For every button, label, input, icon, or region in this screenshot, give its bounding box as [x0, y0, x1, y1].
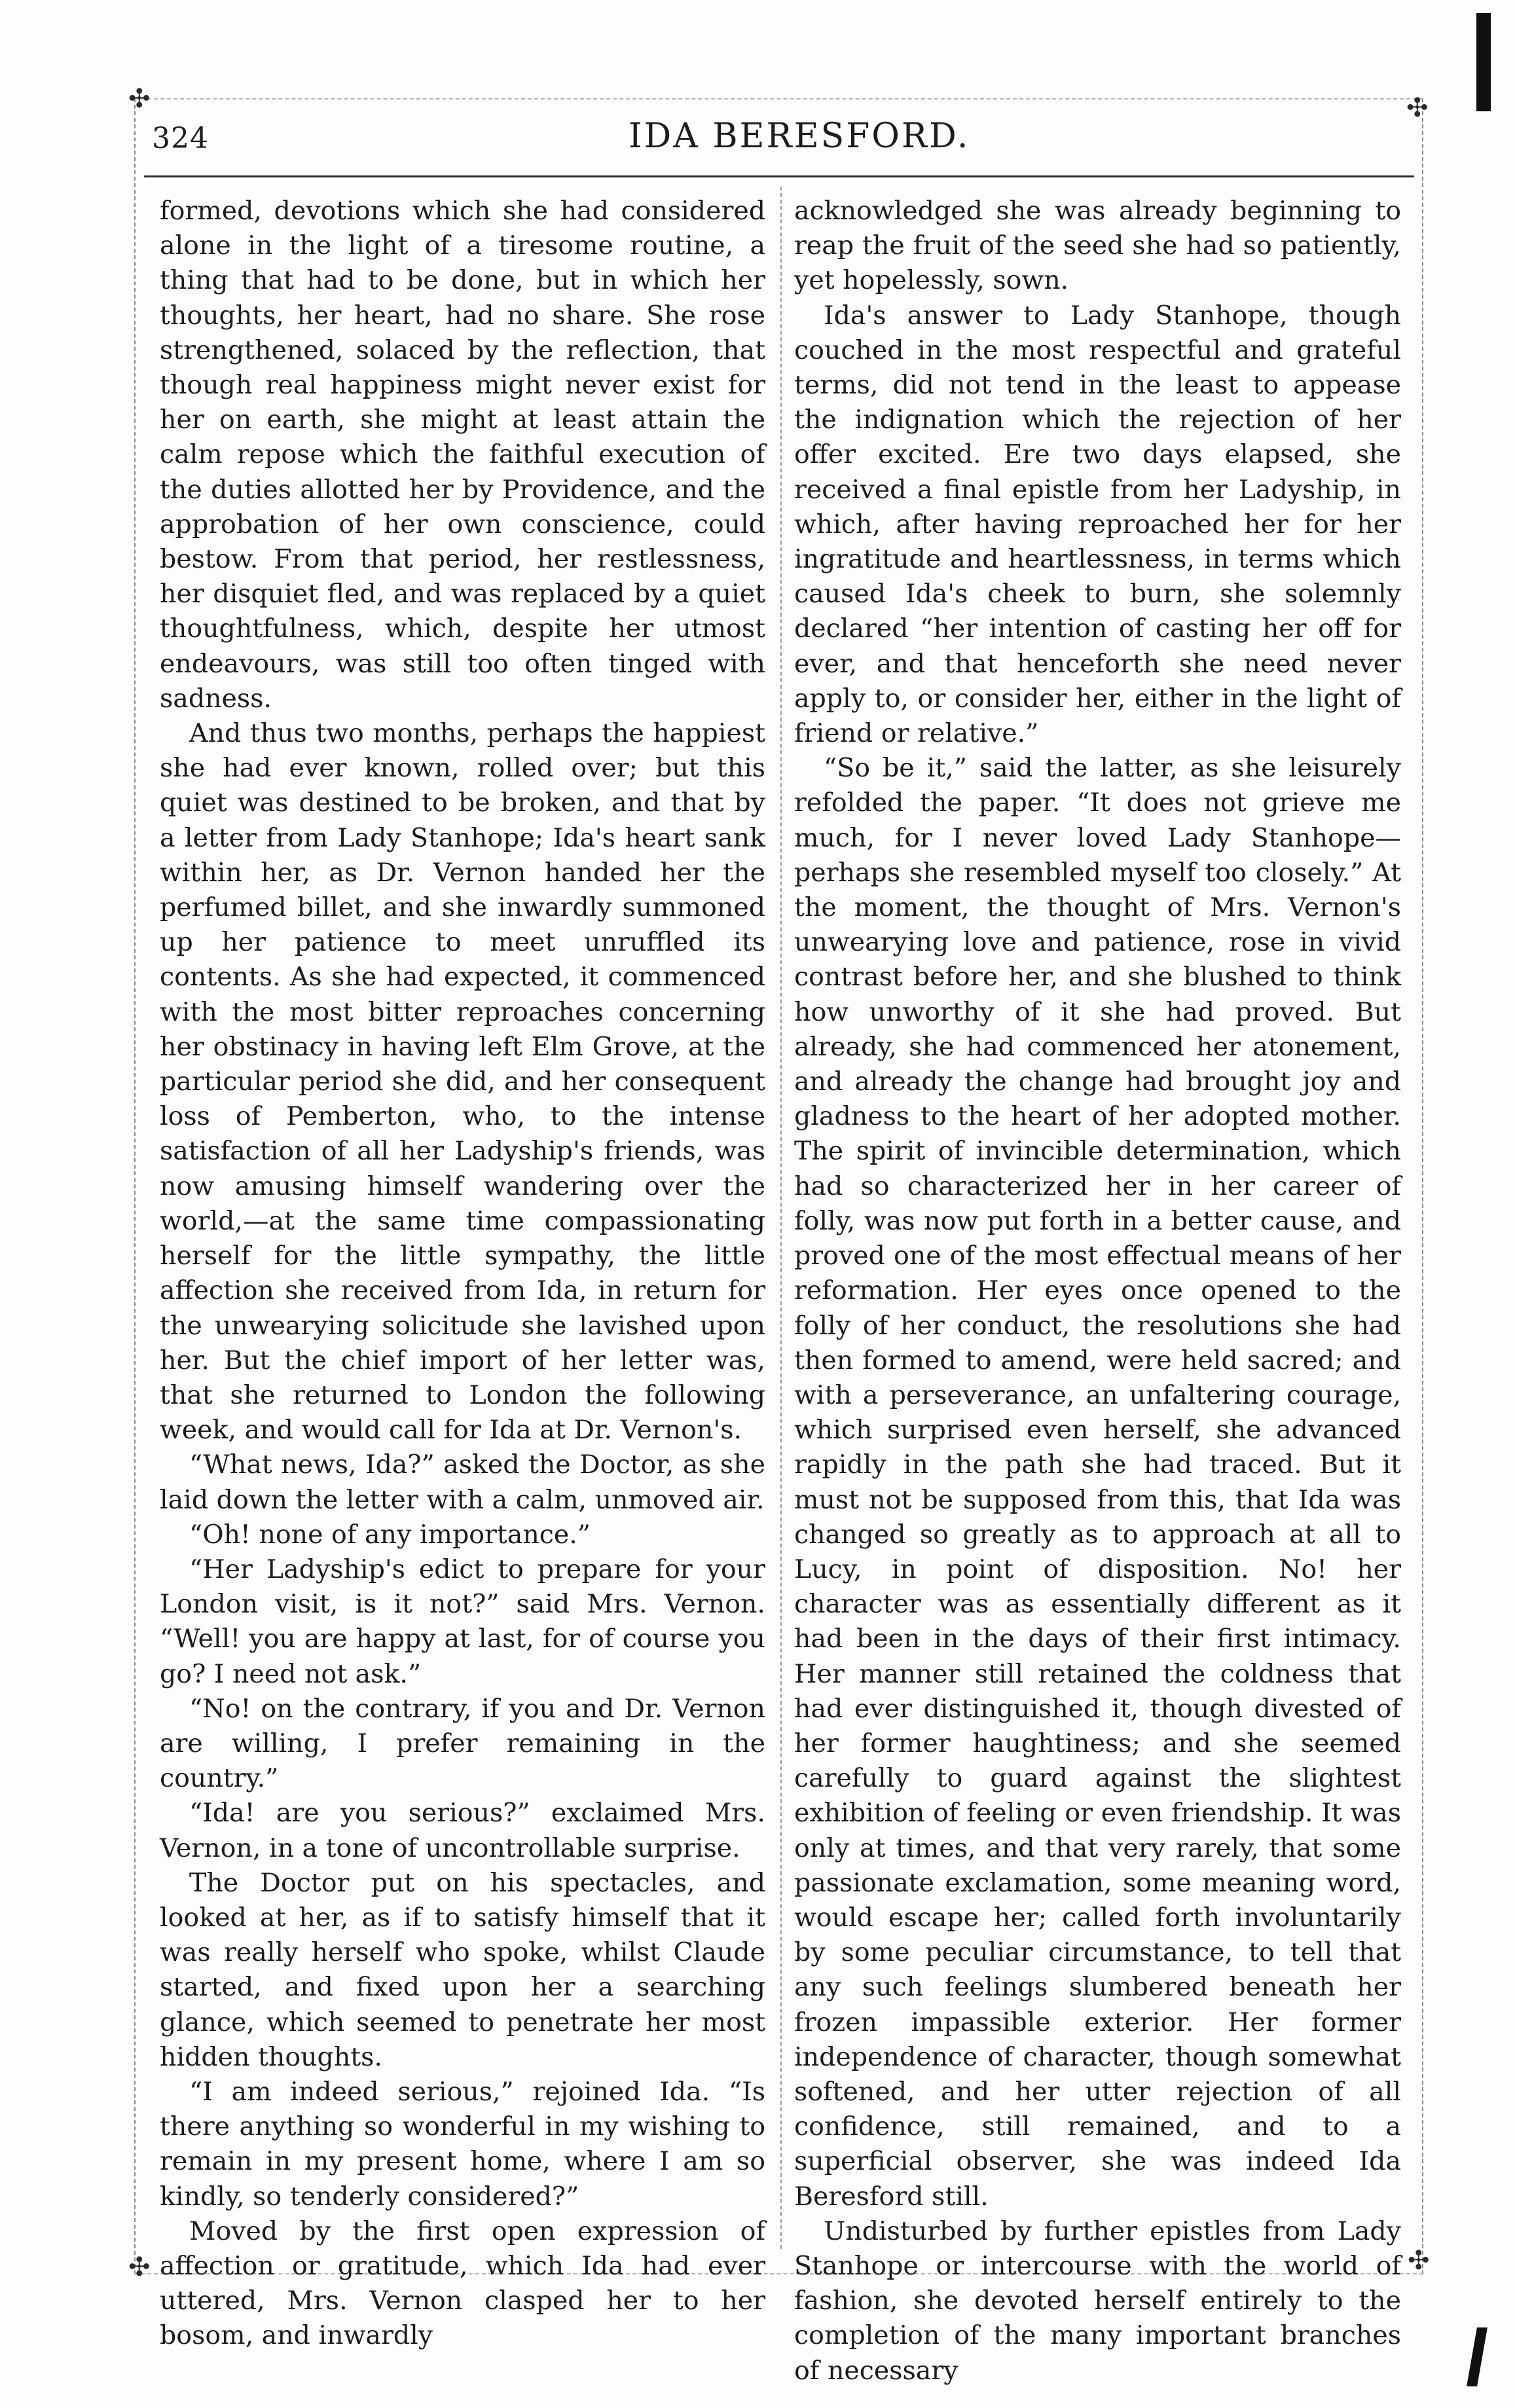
- scan-edge-mark-bottom: [1467, 2327, 1488, 2386]
- paragraph: Undisturbed by further epistles from Lady Stanhope or intercourse with the world of fashion, she devoted herself entirely to the completion of the many important branches of necessary: [794, 2216, 1401, 2386]
- paragraph: “No! on the contrary, if you and Dr. Vernon are willing, I prefer remaining in the country.”: [160, 1693, 765, 1794]
- scan-edge-mark: [1476, 13, 1491, 111]
- corner-ornament-top-right: ✣: [1406, 93, 1429, 123]
- paragraph: “So be it,” said the latter, as she leisurely refolded the paper. “It does not grieve me much, for I never loved Lady Stanhope—perhaps she resembled myself too closely.” At the moment, the thought of Mrs. Vernon's unwearying love and patience, rose in vivid contrast before her, and she blushed to think how unworthy of it she had proved. But already, she had commenced her atonement, and already the change had brought joy and gladness to the heart of her adopted mother. The spirit of invincible determination, which had so characterized her in her career of folly, was now put forth in a better cause, and proved one of the most effectual means of her reformation. Her eyes once opened to the folly of her conduct, the resolutions she had then formed to amend, were held sacred; and with a perseverance, an unfaltering courage, which surprised even herself, she advanced rapidly in the path she had traced. But it must not be supposed from this, that Ida was changed so greatly as to approach at all to Lucy, in point of disposition. No! her character was as essentially different as it had been in the days of their first intimacy. Her manner still retained the coldness that had ever distinguished it, though divested of her former haughtiness; and she seemed carefully to guard against the slightest exhibition of feeling or even friendship. It was only at times, and that very rarely, that some passionate exclamation, some meaning word, would escape her; called forth involuntarily by some peculiar circumstance, to tell that any such feelings slumbered beneath her frozen impassible exterior. Her former independence of character, though somewhat softened, and her utter rejection of all confidence, still remained, and to a superficial observer, she was indeed Ida Beresford still.: [794, 753, 1401, 2212]
- paragraph: formed, devotions which she had considered alone in the light of a tiresome routine, a thing that had to be done, but in which her thoughts, her heart, had no share. She rose strengthened, solaced by the reflection, that though real happiness might never exist for her on earth, she might at least attain the calm repose which the faithful execution of the duties allotted her by Providence, and the approbation of her own conscience, could bestow. From that period, her restlessness, her disquiet fled, and was replaced by a quiet thoughtfulness, which, despite her utmost endeavours, was still too often tinged with sadness.: [160, 196, 765, 714]
- paragraph: The Doctor put on his spectacles, and looked at her, as if to satisfy himself that it was really herself who spoke, whilst Claude started, and fixed upon her a searching glance, which seemed to penetrate her most hidden thoughts.: [160, 1867, 765, 2072]
- paragraph: “Oh! none of any importance.”: [189, 1519, 591, 1550]
- header-rule: [144, 175, 1414, 177]
- running-title: IDA BERESFORD.: [629, 117, 970, 156]
- paragraph: “Ida! are you serious?” exclaimed Mrs. Vernon, in a tone of uncontrollable surprise.: [160, 1798, 765, 1863]
- column-divider: [780, 187, 782, 2249]
- paragraph: “What news, Ida?” asked the Doctor, as she laid down the letter with a calm, unmoved air.: [160, 1450, 765, 1515]
- page-number: 324: [152, 122, 209, 155]
- corner-ornament-bottom-left: ✣: [128, 2252, 151, 2282]
- corner-ornament-bottom-right: ✣: [1408, 2246, 1430, 2276]
- paragraph: acknowledged she was already beginning to reap the fruit of the seed she had so patiently, yet hopelessly, sown.: [794, 196, 1401, 296]
- left-column: [160, 194, 765, 2354]
- paragraph: And thus two months, perhaps the happiest she had ever known, rolled over; but this quiet was destined to be broken, and that by a letter from Lady Stanhope; Ida's heart sank within her, as Dr. Vernon handed her the perfumed billet, and she inwardly summoned up her patience to meet unruffled its contents. As she had expected, it commenced with the most bitter reproaches concerning her obstinacy in having left Elm Grove, at the particular period she did, and her consequent loss of Pemberton, who, to the intense satisfaction of all her Ladyship's friends, was now amusing himself wandering over the world,—at the same time compassionating herself for the little sympathy, the little affection she received from Ida, in return for the unwearying solicitude she lavished upon her. But the chief import of her letter was, that she returned to London the following week, and would call for Ida at Dr. Vernon's.: [160, 718, 765, 1446]
- corner-ornament-top-left: ✣: [128, 84, 151, 114]
- paragraph: Moved by the first open expression of affection or gratitude, which Ida had ever uttered, Mrs. Vernon clasped her to her bosom, and inwardly: [160, 2216, 765, 2351]
- paragraph: “I am indeed serious,” rejoined Ida. “Is there anything so wonderful in my wishing to remain in my present home, where I am so kindly, so tenderly considered?”: [160, 2076, 765, 2212]
- paragraph: “Her Ladyship's edict to prepare for your London visit, is it not?” said Mrs. Vernon. “Well! you are happy at last, for of course you go? I need not ask.”: [160, 1554, 765, 1689]
- right-column: [794, 194, 1401, 2388]
- paragraph: Ida's answer to Lady Stanhope, though couched in the most respectful and grateful terms, did not tend in the least to appease the indignation which the rejection of her offer excited. Ere two days elapsed, she received a final epistle from her Ladyship, in which, after having reproached her for her ingratitude and heartlessness, in terms which caused Ida's cheek to burn, she solemnly declared “her intention of casting her off for ever, and that henceforth she need never apply to, or consider her, either in the light of friend or relative.”: [794, 300, 1401, 749]
